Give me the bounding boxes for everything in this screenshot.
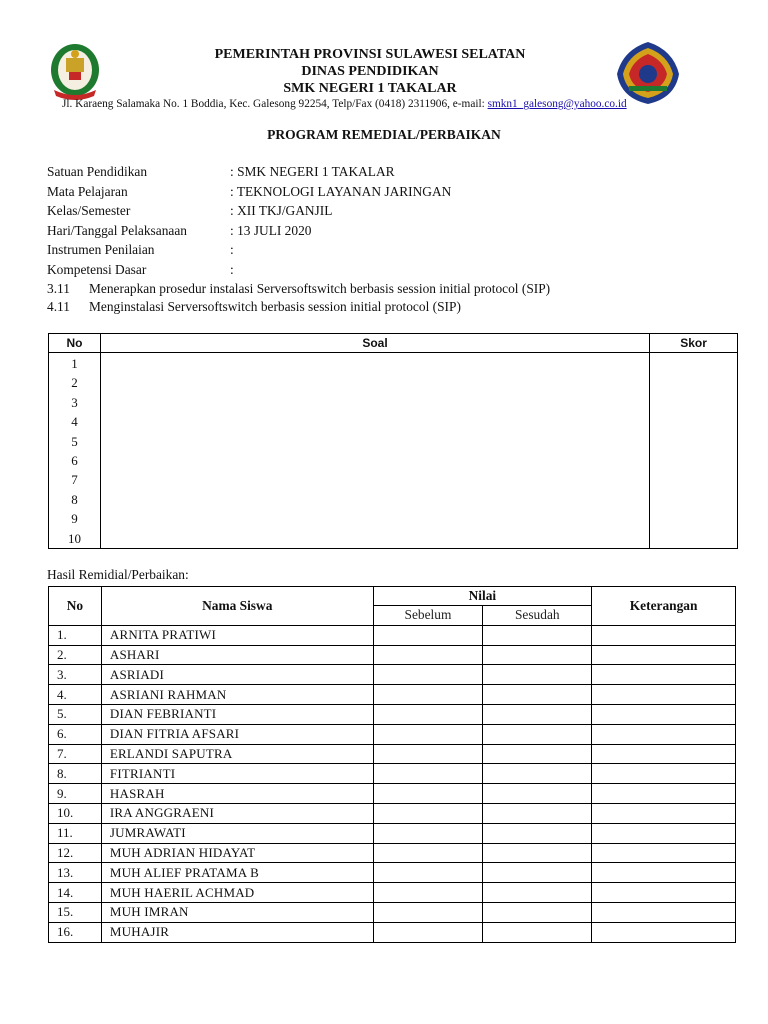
row-number: 15. [49,902,102,922]
soal-header-soal: Soal [100,334,649,353]
row-number: 7. [49,744,102,764]
header-department: DINAS PENDIDIKAN [301,64,439,79]
row-number: 13. [49,863,102,883]
soal-header-no: No [49,334,101,353]
info-value: : 13 JULI 2020 [230,222,312,238]
header-government: PEMERINTAH PROVINSI SULAWESI SELATAN [214,47,526,62]
info-value: : [230,261,234,277]
nilai-sebelum-cell[interactable] [373,902,483,922]
keterangan-cell[interactable] [592,922,736,942]
row-number: 10. [49,803,102,823]
nilai-sebelum-cell[interactable] [373,625,483,645]
soal-number: 6 [71,453,78,469]
provincial-emblem-logo [46,40,104,106]
nilai-sebelum-cell[interactable] [373,803,483,823]
row-number: 4. [49,685,102,705]
hasil-header-sebelum: Sebelum [373,606,483,626]
nilai-sesudah-cell[interactable] [483,784,592,804]
student-name: MUH IMRAN [101,902,373,922]
table-row [49,665,736,685]
info-row [47,164,737,184]
soal-header-row [49,334,738,353]
table-row [49,685,736,705]
soal-number: 5 [71,433,78,449]
nilai-sesudah-cell[interactable] [483,803,592,823]
student-name: HASRAH [101,784,373,804]
student-name: MUH HAERIL ACHMAD [101,883,373,903]
keterangan-cell[interactable] [592,625,736,645]
kompetensi-row [47,299,737,317]
student-name: MUHAJIR [101,922,373,942]
nilai-sebelum-cell[interactable] [373,704,483,724]
soal-number: 7 [71,472,78,488]
table-row [49,704,736,724]
student-name: JUMRAWATI [101,823,373,843]
keterangan-cell[interactable] [592,863,736,883]
soal-number: 4 [71,414,78,430]
table-row [49,843,736,863]
nilai-sebelum-cell[interactable] [373,922,483,942]
nilai-sebelum-cell[interactable] [373,883,483,903]
keterangan-cell[interactable] [592,902,736,922]
nilai-sesudah-cell[interactable] [483,922,592,942]
row-number: 5. [49,704,102,724]
hasil-body [49,625,736,942]
nilai-sesudah-cell[interactable] [483,704,592,724]
table-row [49,922,736,942]
row-number: 8. [49,764,102,784]
info-block [47,164,737,317]
nilai-sebelum-cell[interactable] [373,863,483,883]
keterangan-cell[interactable] [592,764,736,784]
nilai-sebelum-cell[interactable] [373,843,483,863]
soal-table [48,333,738,549]
table-row [49,744,736,764]
keterangan-cell[interactable] [592,744,736,764]
address-text: Jl. Karaeng Salamaka No. 1 Boddia, Kec. Galesong 92254, Telp/Fax (0418) 2311906, e-mail: [62,98,488,110]
row-number: 12. [49,843,102,863]
hasil-label: Hasil Remidial/Perbaikan: [47,567,189,582]
header-school: SMK NEGERI 1 TAKALAR [283,81,457,96]
nilai-sebelum-cell[interactable] [373,724,483,744]
row-number: 16. [49,922,102,942]
table-row [49,724,736,744]
kompetensi-text: Menerapkan prosedur instalasi Serversoftswitch berbasis session initial protocol (SIP) [89,281,551,296]
nilai-sesudah-cell[interactable] [483,843,592,863]
soal-number: 9 [71,511,78,527]
nilai-sesudah-cell[interactable] [483,685,592,705]
keterangan-cell[interactable] [592,685,736,705]
info-label: Kelas/Semester [47,203,131,218]
nilai-sesudah-cell[interactable] [483,883,592,903]
row-number: 6. [49,724,102,744]
hasil-header-nilai: Nilai [373,587,592,606]
row-number: 3. [49,665,102,685]
soal-header-skor: Skor [650,334,738,353]
student-name: DIAN FITRIA AFSARI [101,724,373,744]
table-row [49,823,736,843]
table-row [49,645,736,665]
student-name: DIAN FEBRIANTI [101,704,373,724]
nilai-sesudah-cell[interactable] [483,665,592,685]
table-row [49,883,736,903]
row-number: 1. [49,625,102,645]
info-value: : [230,242,234,257]
soal-number: 10 [67,530,81,546]
keterangan-cell[interactable] [592,704,736,724]
student-name: IRA ANGGRAENI [101,803,373,823]
keterangan-cell[interactable] [592,645,736,665]
info-row [47,184,737,204]
table-row [49,784,736,804]
info-label: Satuan Pendidikan [47,164,148,179]
nilai-sebelum-cell[interactable] [373,665,483,685]
student-name: ASRIANI RAHMAN [101,685,373,705]
soal-body-row [49,353,738,549]
nilai-sesudah-cell[interactable] [483,764,592,784]
student-name: ASRIADI [101,665,373,685]
keterangan-cell[interactable] [592,803,736,823]
nilai-sesudah-cell[interactable] [483,863,592,883]
nilai-sebelum-cell[interactable] [373,784,483,804]
email-link[interactable]: smkn1_galesong@yahoo.co.id [487,98,627,110]
table-row [49,803,736,823]
nilai-sesudah-cell[interactable] [483,724,592,744]
student-name: FITRIANTI [101,764,373,784]
kompetensi-number: 4.11 [47,299,70,314]
hasil-header-row [49,587,736,606]
regency-shield-logo [615,40,681,106]
soal-number: 8 [71,491,78,507]
row-number: 2. [49,645,102,665]
hasil-header-no: No [49,587,102,626]
document-title: PROGRAM REMEDIAL/PERBAIKAN [267,127,501,142]
nilai-sesudah-cell[interactable] [483,645,592,665]
table-row [49,902,736,922]
student-name: ARNITA PRATIWI [101,625,373,645]
hasil-header-nama: Nama Siswa [101,587,373,626]
nilai-sesudah-cell[interactable] [483,902,592,922]
student-name: MUH ALIEF PRATAMA B [101,863,373,883]
row-number: 14. [49,883,102,903]
hasil-header-sesudah: Sesudah [483,606,592,626]
soal-number: 1 [71,356,78,371]
keterangan-cell[interactable] [592,843,736,863]
keterangan-cell[interactable] [592,883,736,903]
nilai-sesudah-cell[interactable] [483,625,592,645]
table-row [49,863,736,883]
kompetensi-text: Menginstalasi Serversoftswitch berbasis session initial protocol (SIP) [89,299,461,314]
student-name: ERLANDI SAPUTRA [101,744,373,764]
info-value: : XII TKJ/GANJIL [230,203,333,218]
nilai-sebelum-cell[interactable] [373,685,483,705]
row-number: 9. [49,784,102,804]
info-value: : TEKNOLOGI LAYANAN JARINGAN [230,183,452,199]
student-name: MUH ADRIAN HIDAYAT [101,843,373,863]
info-row [47,242,737,262]
table-row [49,764,736,784]
keterangan-cell[interactable] [592,665,736,685]
info-value: : SMK NEGERI 1 TAKALAR [230,164,395,179]
info-label: Kompetensi Dasar [47,261,147,277]
table-row [49,625,736,645]
row-number: 11. [49,823,102,843]
keterangan-cell[interactable] [592,724,736,744]
soal-number-column [49,353,101,549]
kompetensi-number: 3.11 [47,281,70,296]
info-row [47,203,737,223]
student-name: ASHARI [101,645,373,665]
info-row [47,223,737,243]
keterangan-cell[interactable] [592,784,736,804]
soal-question-cell[interactable] [100,353,649,549]
nilai-sebelum-cell[interactable] [373,645,483,665]
hasil-table [48,586,736,943]
nilai-sebelum-cell[interactable] [373,764,483,784]
keterangan-cell[interactable] [592,823,736,843]
info-label: Hari/Tanggal Pelaksanaan [47,222,187,238]
hasil-header-keterangan: Keterangan [592,587,736,626]
nilai-sesudah-cell[interactable] [483,823,592,843]
nilai-sebelum-cell[interactable] [373,823,483,843]
info-label: Instrumen Penilaian [47,242,155,257]
soal-score-cell[interactable] [650,353,738,549]
nilai-sebelum-cell[interactable] [373,744,483,764]
soal-number: 3 [71,394,78,410]
soal-number: 2 [71,375,78,391]
nilai-sesudah-cell[interactable] [483,744,592,764]
info-row [47,262,737,282]
header-address [62,98,742,110]
info-label: Mata Pelajaran [47,183,128,199]
kompetensi-row [47,281,737,299]
